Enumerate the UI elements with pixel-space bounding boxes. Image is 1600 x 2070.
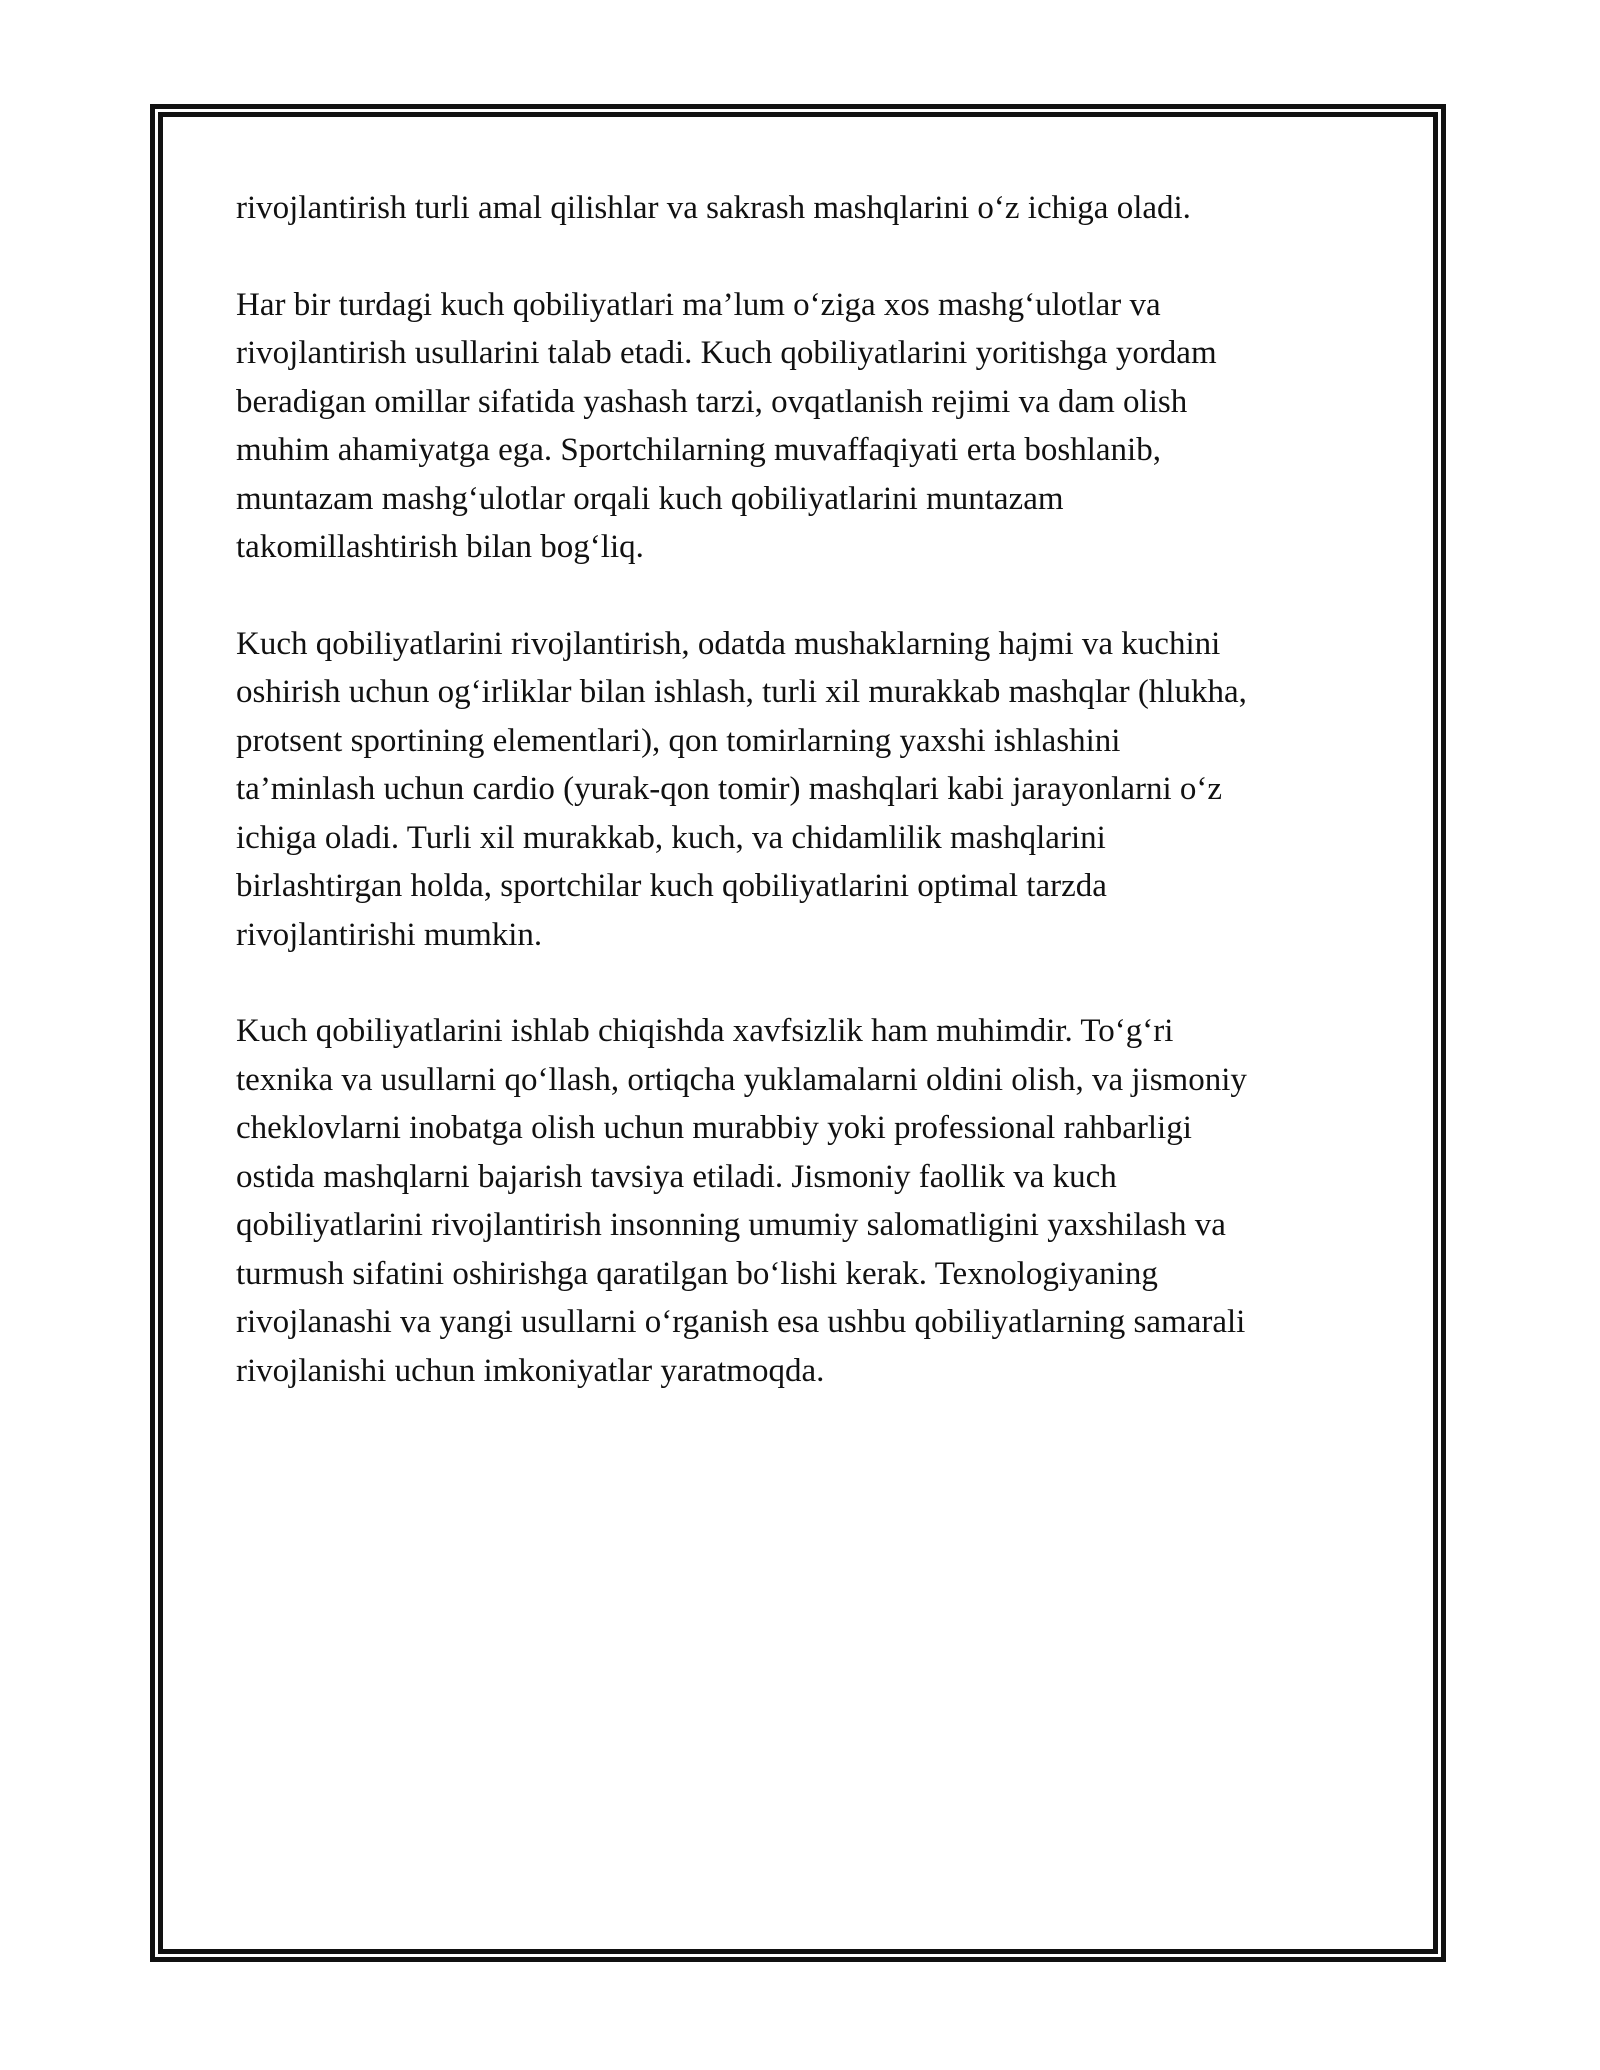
paragraph: Kuch qobiliyatlarini rivojlantirish, odatda mushaklarning hajmi va kuchini oshirish uchun og‘irliklar bilan ishlash, turli xil murakkab mashqlar (hlukha, protsent sportining elementlari), qon tomirlarning yaxshi ishlashini ta’minlash uchun cardio (yurak-qon tomir) mashqlari kabi jarayonlarni o‘z ichiga oladi. Turli xil murakkab, kuch, va chidamlilik mashqlarini birlashtirgan holda, sportchilar kuch qobiliyatlarini optimal tarzda rivojlantirishi mumkin. [236,625,1247,953]
paragraph: Har bir turdagi kuch qobiliyatlari ma’lum o‘ziga xos mashg‘ulotlar va rivojlantirish usullarini talab etadi. Kuch qobiliyatlarini yoritishga yordam beradigan omillar sifatida yashash tarzi, ovqatlanish rejimi va dam olish muhim ahamiyatga ega. Sportchilarning muvaffaqiyati erta boshlanib, muntazam mashg‘ulotlar orqali kuch qobiliyatlarini muntazam takomillashtirish bilan bog‘liq. [236,286,1217,565]
page-content [236,184,1376,1443]
paragraph: rivojlantirish turli amal qilishlar va sakrash mashqlarini o‘z ichiga oladi. [236,190,1191,226]
paragraph: Kuch qobiliyatlarini ishlab chiqishda xavfsizlik ham muhimdir. To‘g‘ri texnika va usullarni qo‘llash, ortiqcha yuklamalarni oldini olish, va jismoniy cheklovlarni inobatga olish uchun murabbiy yoki professional rahbarligi ostida mashqlarni bajarish tavsiya etiladi. Jismoniy faollik va kuch qobiliyatlarini rivojlantirish insonning umumiy salomatligini yaxshilash va turmush sifatini oshirishga qaratilgan bo‘lishi kerak. Texnologiyaning rivojlanashi va yangi usullarni o‘rganish esa ushbu qobiliyatlarning samarali rivojlanishi uchun imkoniyatlar yaratmoqda. [236,1013,1247,1389]
